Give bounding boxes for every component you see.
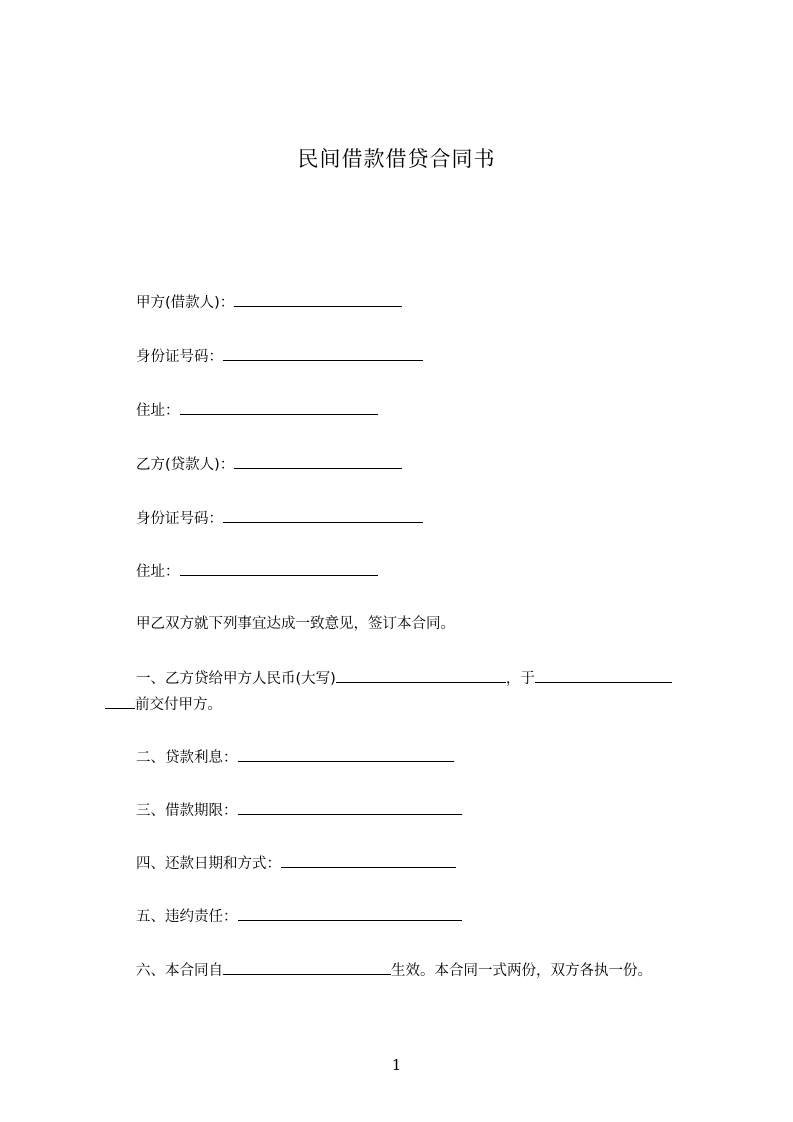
page-number: 1	[391, 1056, 402, 1074]
term-blank[interactable]	[238, 799, 462, 815]
clause-3-row	[136, 799, 462, 821]
party-a-label: 甲方(借款人)：	[136, 295, 235, 311]
interest-blank[interactable]	[238, 746, 454, 762]
party-b-label: 乙方(贷款人)：	[136, 457, 235, 473]
delivery-date-blank[interactable]	[535, 667, 672, 683]
clause-6-text: 六、本合同自	[136, 963, 223, 979]
clause-5-label: 五、违约责任：	[136, 909, 238, 925]
address-b-row	[136, 560, 378, 582]
clause-6-end: 生效。本合同一式两份，双方各执一份。	[391, 963, 652, 979]
clause-4-label: 四、还款日期和方式：	[136, 856, 281, 872]
address-a-row	[136, 399, 378, 421]
address-b-label: 住址：	[136, 564, 180, 580]
document-title: 民间借款借贷合同书	[297, 147, 496, 171]
address-b-blank[interactable]	[180, 560, 378, 576]
clause-1-row	[136, 667, 672, 689]
id-a-row	[136, 345, 423, 367]
clause-1-connector: ，于	[505, 671, 535, 687]
clause-5-row	[136, 905, 462, 927]
address-a-label: 住址：	[136, 403, 180, 419]
id-b-blank[interactable]	[223, 507, 423, 523]
clause-6-row	[136, 959, 652, 981]
clause-2-row	[136, 746, 454, 768]
intro-paragraph: 甲乙双方就下列事宜达成一致意见，签订本合同。	[136, 616, 455, 632]
id-b-label: 身份证号码：	[136, 511, 223, 527]
address-a-blank[interactable]	[180, 399, 378, 415]
party-b-row	[136, 453, 402, 475]
clause-1-end: 前交付甲方。	[135, 697, 222, 713]
clause-3-label: 三、借款期限：	[136, 803, 238, 819]
party-a-blank[interactable]	[234, 291, 402, 307]
party-a-row	[136, 291, 402, 313]
clause-1-continuation	[105, 693, 222, 715]
id-b-row	[136, 507, 423, 529]
party-b-blank[interactable]	[234, 453, 402, 469]
repayment-blank[interactable]	[281, 852, 456, 868]
clause-4-row	[136, 852, 456, 874]
clause-1-text: 一、乙方贷给甲方人民币(大写)	[136, 671, 336, 687]
clause-2-label: 二、贷款利息：	[136, 750, 238, 766]
loan-amount-blank[interactable]	[336, 667, 506, 683]
id-a-label: 身份证号码：	[136, 349, 223, 365]
delivery-date-blank-cont[interactable]	[105, 693, 135, 709]
liability-blank[interactable]	[238, 905, 462, 921]
effective-date-blank[interactable]	[223, 959, 391, 975]
id-a-blank[interactable]	[223, 345, 423, 361]
